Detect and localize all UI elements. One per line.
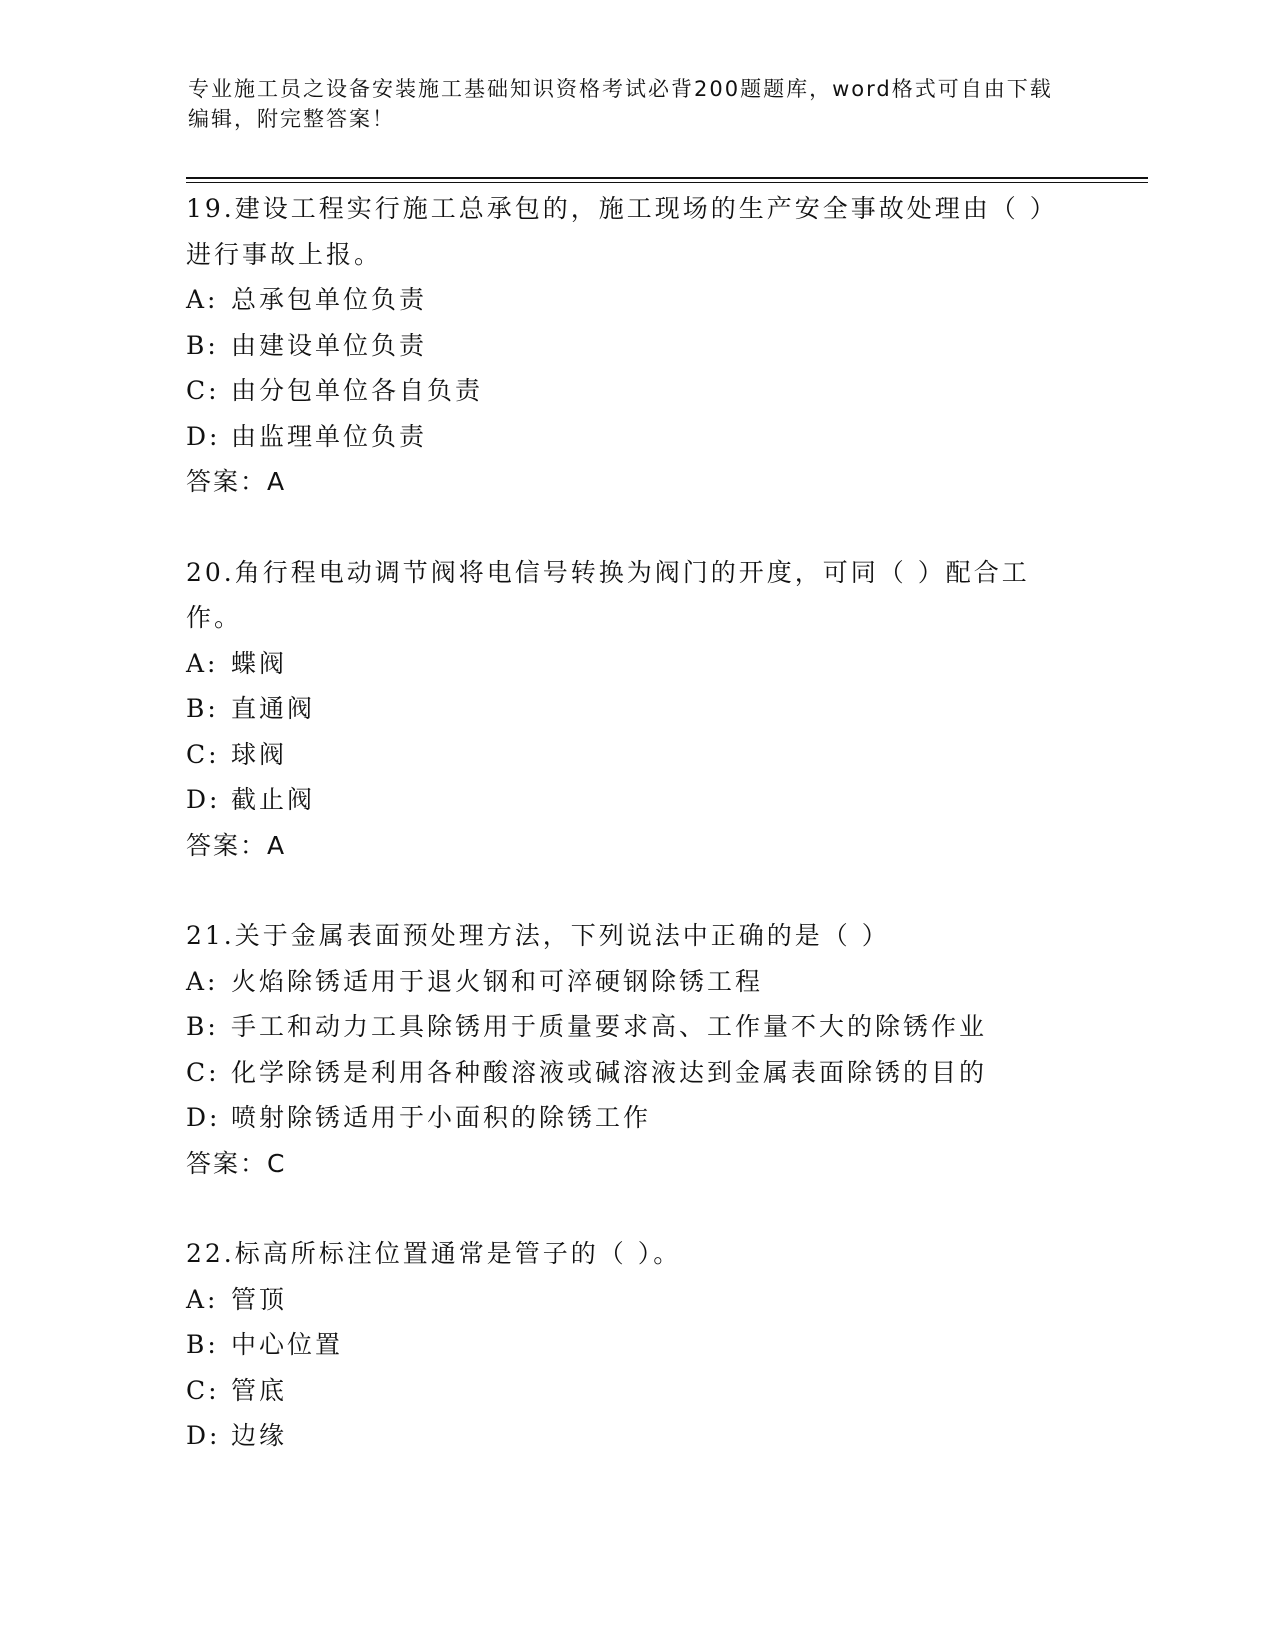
option-c [186, 1368, 1066, 1414]
option-text: 管底 [231, 1375, 288, 1405]
option-text: 由监理单位负责 [231, 421, 428, 451]
option-letter: B: [186, 1330, 219, 1359]
option-text: 总承包单位负责 [231, 285, 428, 314]
question-stem: 21.关于金属表面预处理方法，下列说法中正确的是（ ） [186, 921, 890, 950]
question-19 [186, 186, 1066, 505]
option-text: 球阀 [231, 739, 288, 769]
option-text: 由分包单位各自负责 [231, 376, 484, 405]
option-text: 蝶阀 [231, 648, 288, 678]
question-22 [186, 1231, 1066, 1459]
option-a [186, 1277, 1066, 1323]
option-c [186, 368, 1066, 414]
option-text: 直通阀 [231, 694, 316, 723]
option-letter: B: [186, 330, 219, 360]
option-text: 手工和动力工具除锈用于质量要求高、工作量不大的除锈作业 [231, 1012, 988, 1041]
option-letter: B: [186, 1012, 219, 1041]
option-letter: C: [186, 1375, 220, 1405]
option-letter: B: [186, 694, 219, 723]
page-header: 专业施工员之设备安装施工基础知识资格考试必背200题题库，word格式可自由下载编辑，附完整答案！ [188, 77, 1053, 131]
option-text: 喷射除锈适用于小面积的除锈工作 [231, 1103, 652, 1132]
option-text: 中心位置 [231, 1330, 344, 1359]
option-letter: A: [186, 966, 219, 996]
option-b [186, 686, 1066, 732]
option-text: 由建设单位负责 [231, 330, 428, 360]
question-stem: 22.标高所标注位置通常是管子的（ ）。 [186, 1239, 682, 1268]
option-d [186, 414, 1066, 460]
header-divider-thick [186, 177, 1148, 179]
option-a [186, 641, 1066, 687]
option-letter: D: [186, 1103, 221, 1132]
option-d [186, 1095, 1066, 1141]
option-text: 化学除锈是利用各种酸溶液或碱溶液达到金属表面除锈的目的 [231, 1057, 988, 1087]
option-text: 边缘 [231, 1421, 288, 1450]
answer: 答案：A [186, 830, 287, 860]
option-text: 火焰除锈适用于退火钢和可淬硬钢除锈工程 [231, 966, 764, 996]
option-text: 管顶 [231, 1284, 288, 1314]
option-letter: D: [186, 1421, 221, 1450]
option-letter: A: [186, 1284, 219, 1314]
option-letter: D: [186, 421, 221, 451]
option-a [186, 959, 1066, 1005]
option-b [186, 323, 1066, 369]
option-a [186, 277, 1066, 323]
question-list [186, 186, 1066, 1504]
option-c [186, 1050, 1066, 1096]
header-divider-thin [186, 182, 1148, 183]
option-letter: C: [186, 1057, 220, 1087]
question-20 [186, 550, 1066, 869]
option-b [186, 1004, 1066, 1050]
option-letter: C: [186, 739, 220, 769]
option-letter: C: [186, 376, 220, 405]
question-21 [186, 913, 1066, 1186]
question-stem: 20.角行程电动调节阀将电信号转换为阀门的开度，可同（ ）配合工作。 [186, 557, 1030, 632]
answer: 答案：A [186, 467, 287, 496]
option-letter: D: [186, 785, 221, 814]
option-text: 截止阀 [231, 785, 316, 814]
option-letter: A: [186, 648, 219, 678]
option-letter: A: [186, 285, 219, 314]
answer: 答案：C [186, 1148, 287, 1178]
option-d [186, 1413, 1066, 1459]
option-d [186, 777, 1066, 823]
question-stem: 19.建设工程实行施工总承包的，施工现场的生产安全事故处理由（ ）进行事故上报。 [186, 194, 1058, 269]
option-c [186, 732, 1066, 778]
option-b [186, 1322, 1066, 1368]
